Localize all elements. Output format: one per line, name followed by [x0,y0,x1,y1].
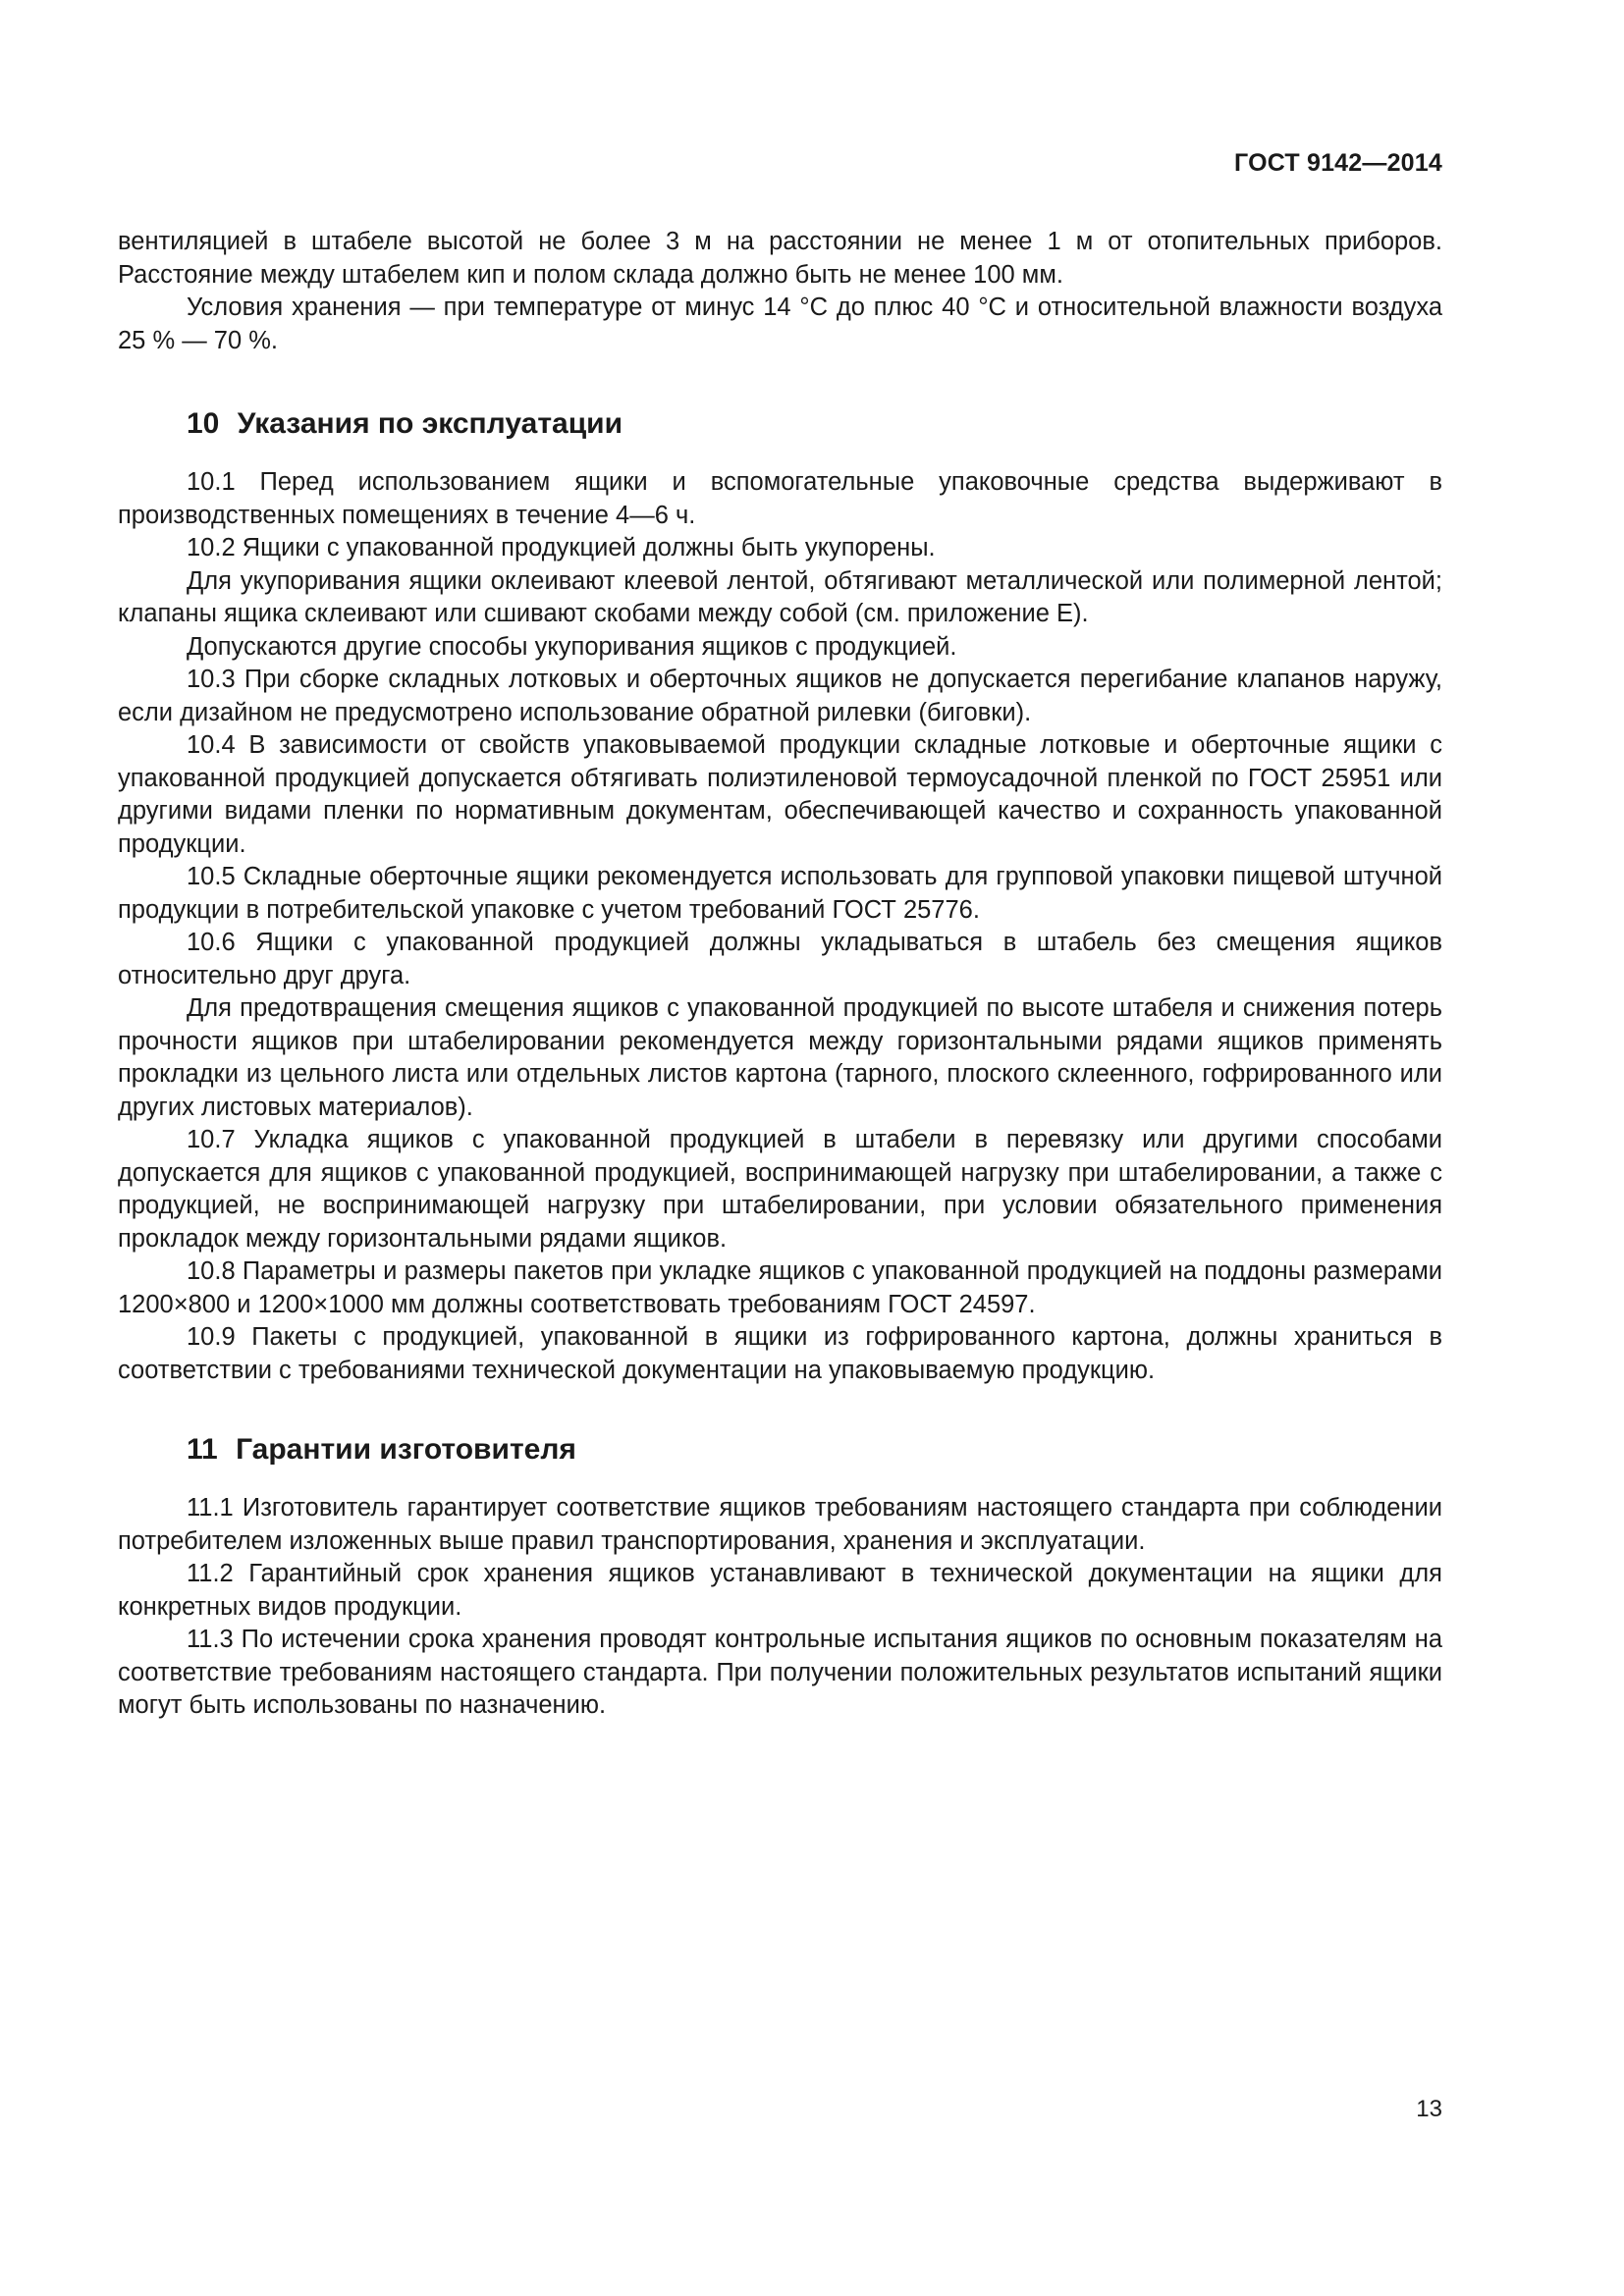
section-10-heading [118,406,1442,442]
paragraph-11-1: 11.1 Изготовитель гарантирует соответствие ящиков требованиям настоящего стандарта при соблюдении потребителем изложенных выше правил транспортирования, хранения и эксплуатации. [118,1494,1442,1555]
section-11-title: Гарантии изготовителя [236,1433,576,1466]
paragraph-10-6-spacers: Для предотвращения смещения ящиков с упакованной продукцией по высоте штабеля и снижения потерь прочности ящиков при штабелировании рекомендуется между горизонтальными рядами ящиков применять прокладки из цельного листа или отдельных листов картона (тарного, плоского склеенного, гофрированного или других листовых материалов). [118,994,1442,1121]
paragraph-10-5: 10.5 Складные оберточные ящики рекомендуется использовать для групповой упаковки пищевой штучной продукции в потребительской упаковке с учетом требований ГОСТ 25776. [118,863,1442,924]
document-body [118,226,1442,1723]
paragraph-10-8: 10.8 Параметры и размеры пакетов при укладке ящиков с упакованной продукцией на поддоны размерами 1200×800 и 1200×1000 мм должны соответствовать требованиям ГОСТ 24597. [118,1257,1442,1318]
section-11-heading [118,1432,1442,1468]
paragraph-10-2-other-methods: Допускаются другие способы укупоривания ящиков с продукцией. [187,632,957,661]
paragraph-10-7: 10.7 Укладка ящиков с упакованной продукцией в штабели в перевязку или другими способами допускается для ящиков с упакованной продукцией, воспринимающей нагрузку при штабелировании, а также с продукцией, не воспринимающей нагрузку при штабелировании, при условии обязательного применения прокладок между горизонтальными рядами ящиков. [118,1126,1442,1253]
intro-paragraph-2: Условия хранения — при температуре от минус 14 °С до плюс 40 °С и относительной влажности воздуха 25 % — 70 %. [118,294,1442,354]
paragraph-10-1: 10.1 Перед использованием ящики и вспомогательные упаковочные средства выдерживают в производственных помещениях в течение 4—6 ч. [118,468,1442,529]
document-code-header: ГОСТ 9142—2014 [1234,149,1442,177]
paragraph-10-4: 10.4 В зависимости от свойств упаковываемой продукции складные лотковые и оберточные ящики с упакованной продукцией допускается обтягивать полиэтиленовой термоусадочной пленкой по ГОСТ 25951 или другими видами пленки по нормативным документам, обеспечивающей качество и сохранность упакованной продукции. [118,731,1442,858]
paragraph-10-3: 10.3 При сборке складных лотковых и оберточных ящиков не допускается перегибание клапанов наружу, если дизайном не предусмотрено использование обратной рилевки (биговки). [118,666,1442,726]
paragraph-10-9: 10.9 Пакеты с продукцией, упакованной в ящики из гофрированного картона, должны храниться в соответствии с требованиями технической документации на упаковываемую продукцию. [118,1323,1442,1384]
paragraph-10-6: 10.6 Ящики с упакованной продукцией должны укладываться в штабель без смещения ящиков относительно друг друга. [118,929,1442,989]
intro-paragraph-1: вентиляцией в штабеле высотой не более 3 м на расстоянии не менее 1 м от отопительных приборов. Расстояние между штабелем кип и полом склада должно быть не менее 100 мм. [118,228,1442,289]
paragraph-10-2: 10.2 Ящики с упакованной продукцией должны быть укупорены. [187,534,936,561]
section-10-title: Указания по эксплуатации [237,407,623,440]
paragraph-11-3: 11.3 По истечении срока хранения проводят контрольные испытания ящиков по основным показателям на соответствие требованиям настоящего стандарта. При получении положительных результатов испытаний ящики могут быть использованы по назначению. [118,1626,1442,1719]
section-11-number: 11 [187,1433,218,1466]
paragraph-11-2: 11.2 Гарантийный срок хранения ящиков устанавливают в технической документации на ящики для конкретных видов продукции. [118,1560,1442,1621]
page-number: 13 [1416,2096,1442,2122]
section-10-number: 10 [187,407,220,440]
paragraph-10-2-sealing: Для укупоривания ящики оклеивают клеевой лентой, обтягивают металлической или полимерной лентой; клапаны ящика склеивают или сшивают скобами между собой (см. приложение Е). [118,566,1442,627]
